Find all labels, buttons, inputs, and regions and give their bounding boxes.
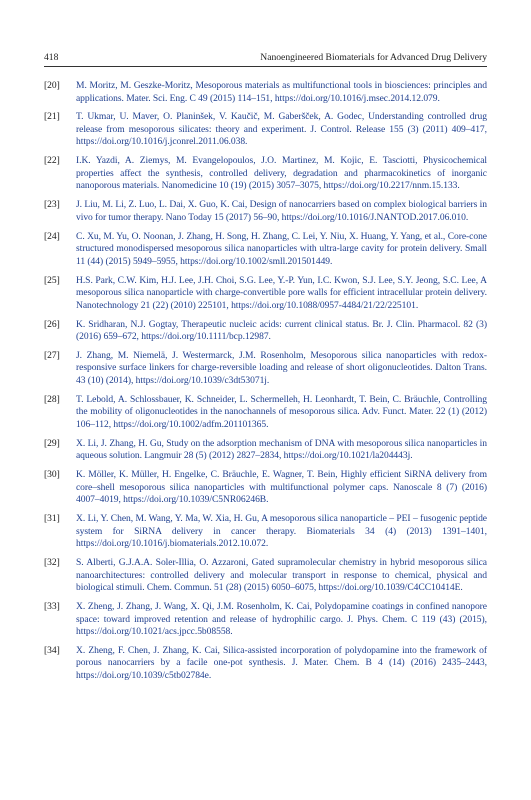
reference-citation[interactable]: J. Zhang, M. Niemelä, J. Westermarck, J.M. Rosenholm, Mesoporous silica nanoparticles with redox-responsive surface linkers for charge-reversible loading and release of short oligonucleotides. Dalton Trans. 43 (10) (2014), https://doi.org/10.1039/c3dt53071j. [76,349,487,387]
reference-citation[interactable]: X. Li, J. Zhang, H. Gu, Study on the adsorption mechanism of DNA with mesoporous silica nanoparticles in aqueous solution. Langmuir 28 (5) (2012) 2827–2834, https://doi.org/10.1021/la204443j. [76,437,487,462]
reference-item [44,350,487,388]
reference-number: [31] [44,513,60,525]
reference-number: [32] [44,557,60,569]
reference-number: [27] [44,349,60,361]
reference-item [44,469,487,507]
reference-item [44,275,487,313]
reference-item [44,319,487,344]
reference-number: [25] [44,274,60,286]
reference-citation[interactable]: T. Lebold, A. Schlossbauer, K. Schneider, L. Schermelleh, H. Leonhardt, T. Bein, C. Bräuchle, Controlling the mobility of oligonucleotides in the nanochannels of mesoporous silica. Adv. Funct. Mater. 22 (1) (2012) 106–112, https://doi.org/10.1002/adfm.201101365. [76,393,487,430]
reference-item [44,155,487,193]
reference-item [44,557,487,595]
reference-citation[interactable]: K. Möller, K. Müller, H. Engelke, C. Bräuchle, E. Wagner, T. Bein, Highly efficient SiRNA delivery from core–shell mesoporous silica nanoparticles with multifunctional polymer caps. Nanoscale 8 (7) (2016) 4007–4019, https://doi.org/10.1039/C5NR06246B. [76,469,487,506]
reference-citation[interactable]: X. Li, Y. Chen, M. Wang, Y. Ma, W. Xia, H. Gu, A mesoporous silica nanoparticle – PEI – fusogenic peptide system for SiRNA delivery in cancer therapy. Biomaterials 34 (4) (2013) 1391–1401, https://doi.org/10.1016/j.biomaterials.2012.10.072. [76,513,487,550]
reference-item [44,513,487,551]
reference-number: [23] [44,199,60,211]
reference-citation[interactable]: I.K. Yazdi, A. Ziemys, M. Evangelopoulos, J.O. Martinez, M. Kojic, E. Tasciotti, Physicochemical properties affect the synthesis, controlled delivery, degradation and pharmacokinetics of inorganic nanoporous materials. Nanomedicine 10 (19) (2015) 3057–3075, https://doi.org/10.2217/nnm.15.133. [76,155,487,192]
reference-number: [20] [44,80,60,91]
reference-number: [26] [44,318,60,330]
reference-citation[interactable]: J. Liu, M. Li, Z. Luo, L. Dai, X. Guo, K. Cai, Design of nanocarriers based on complex biological barriers in vivo for tumor therapy. Nano Today 15 (2017) 56–90, https://doi.org/10.1016/J.NANTOD.2017.06.010. [76,199,487,223]
reference-citation[interactable]: C. Xu, M. Yu, O. Noonan, J. Zhang, H. Song, H. Zhang, C. Lei, Y. Niu, X. Huang, Y. Yang, et al., Core-cone structured monodispersed mesoporous silica nanoparticles with ultra-large cavity for protein delivery. Small 11 (44) (2015) 5949–5955, https://doi.org/10.1002/smll.201501449. [76,230,487,267]
reference-item [44,199,487,224]
reference-item [44,601,487,639]
reference-citation[interactable]: X. Zheng, F. Chen, J. Zhang, K. Cai, Silica-assisted incorporation of polydopamine into the framework of porous nanocarriers by a facile one-pot synthesis. J. Mater. Chem. B 4 (14) (2016) 2435–2443, https://doi.org/10.1039/c5tb02784e. [76,644,487,682]
reference-citation[interactable]: T. Ukmar, U. Maver, O. Planinšek, V. Kaučič, M. Gaberšček, A. Godec, Understanding controlled drug release from mesoporous silicates: theory and experiment. J. Control. Release 155 (3) (2011) 409–417, https://doi.org/10.1016/j.jconrel.2011.06.038. [76,111,487,148]
reference-item [44,438,487,463]
book-page [44,52,487,689]
reference-item [44,394,487,432]
reference-number: [24] [44,230,60,242]
reference-citation[interactable]: X. Zheng, J. Zhang, J. Wang, X. Qi, J.M. Rosenholm, K. Cai, Polydopamine coatings in confined nanopore space: toward improved retention and release of hydrophilic cargo. J. Phys. Chem. C 119 (43) (2015), https://doi.org/10.1021/acs.jpcc.5b08558. [76,601,487,638]
reference-number: [28] [44,393,60,405]
reference-number: [33] [44,601,60,612]
reference-citation[interactable]: S. Alberti, G.J.A.A. Soler-Illia, O. Azzaroni, Gated supramolecular chemistry in hybrid mesoporous silica nanoarchitectures: controlled delivery and molecular transport in response to chemical, physical and biological stimuli. Chem. Commun. 51 (28) (2015) 6050–6075, https://doi.org/10.1039/C4CC10414E. [76,557,487,594]
reference-number: [34] [44,644,60,656]
reference-item [44,80,487,105]
reference-item [44,645,487,683]
running-title: Nanoengineered Biomaterials for Advanced Drug Delivery [260,52,487,63]
reference-number: [21] [44,111,60,123]
page-number: 418 [44,52,59,63]
reference-list [44,80,487,683]
reference-item [44,111,487,149]
reference-citation[interactable]: H.S. Park, C.W. Kim, H.J. Lee, J.H. Choi, S.G. Lee, Y.-P. Yun, I.C. Kwon, S.J. Lee, S.Y. Jeong, S.C. Lee, A mesoporous silica nanoparticle with charge-convertible pore walls for efficient intracellular protein delivery. Nanotechnology 21 (22) (2010) 225101, https://doi.org/10.1088/0957-4484/21/22/225101. [76,274,487,311]
reference-item [44,231,487,269]
reference-citation[interactable]: K. Sridharan, N.J. Gogtay, Therapeutic nucleic acids: current clinical status. Br. J. Clin. Pharmacol. 82 (3) (2016) 659–672, https://doi.org/10.1111/bcp.12987. [76,318,487,343]
reference-citation[interactable]: M. Moritz, M. Geszke-Moritz, Mesoporous materials as multifunctional tools in biosciences: principles and applications. Mater. Sci. Eng. C 49 (2015) 114–151, https://doi.org/10.1016/j.msec.2014.12.079. [76,80,487,104]
reference-number: [22] [44,155,60,167]
reference-number: [29] [44,437,60,449]
reference-number: [30] [44,469,60,481]
running-header [44,52,487,67]
